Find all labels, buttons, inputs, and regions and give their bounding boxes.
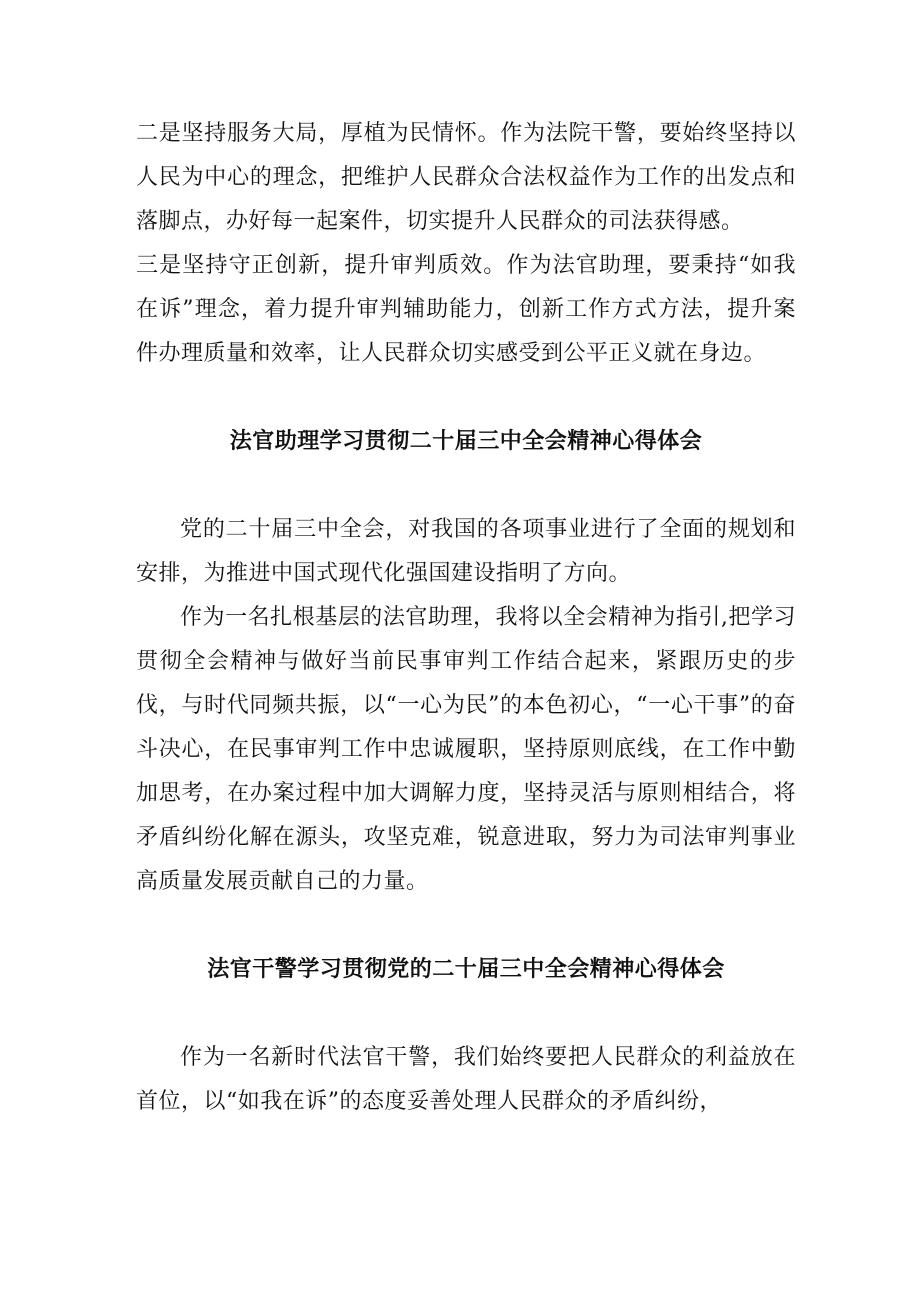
- spacer: [136, 376, 796, 420]
- spacer: [136, 904, 796, 948]
- paragraph-innovation: 三是坚持守正创新，提升审判质效。作为法官助理，要秉持“如我在诉”理念，着力提升审判辅助能力，创新工作方式方法，提升案件办理质量和效率，让人民群众切实感受到公平正义就在身边。: [136, 253, 796, 366]
- spacer: [136, 464, 796, 508]
- paragraph-judge-assistant-commitment: 作为一名扎根基层的法官助理，我将以全会精神为指引,把学习贯彻全会精神与做好当前民事审判工作结合起来，紧跟历史的步伐，与时代同频共振，以“一心为民”的本色初心，“一心干事”的奋斗决心，在民事审判工作中忠诚履职，坚持原则底线，在工作中勤加思考，在办案过程中加大调解力度，坚持灵活与原则相结合，将矛盾纠纷化解在源头，攻坚克难，锐意进取，努力为司法审判事业高质量发展贡献自己的力量。: [136, 605, 796, 894]
- paragraph-court-officer: 作为一名新时代法官干警，我们始终要把人民群众的利益放在首位，以“如我在诉”的态度妥善处理人民群众的矛盾纠纷，: [136, 1045, 796, 1114]
- paragraph-serve-overall: 二是坚持服务大局，厚植为民情怀。作为法院干警，要始终坚持以人民为中心的理念，把维护人民群众合法权益作为工作的出发点和落脚点，办好每一起案件，切实提升人民群众的司法获得感。: [136, 121, 796, 234]
- paragraph-plenary-intro: 党的二十届三中全会，对我国的各项事业进行了全面的规划和安排，为推进中国式现代化强国建设指明了方向。: [136, 517, 796, 586]
- section-heading-court-officer: 法官干警学习贯彻党的二十届三中全会精神心得体会: [207, 957, 725, 982]
- section-heading-judge-assistant: 法官助理学习贯彻二十届三中全会精神心得体会: [229, 429, 703, 454]
- spacer: [136, 992, 796, 1036]
- document-body: [136, 112, 796, 1124]
